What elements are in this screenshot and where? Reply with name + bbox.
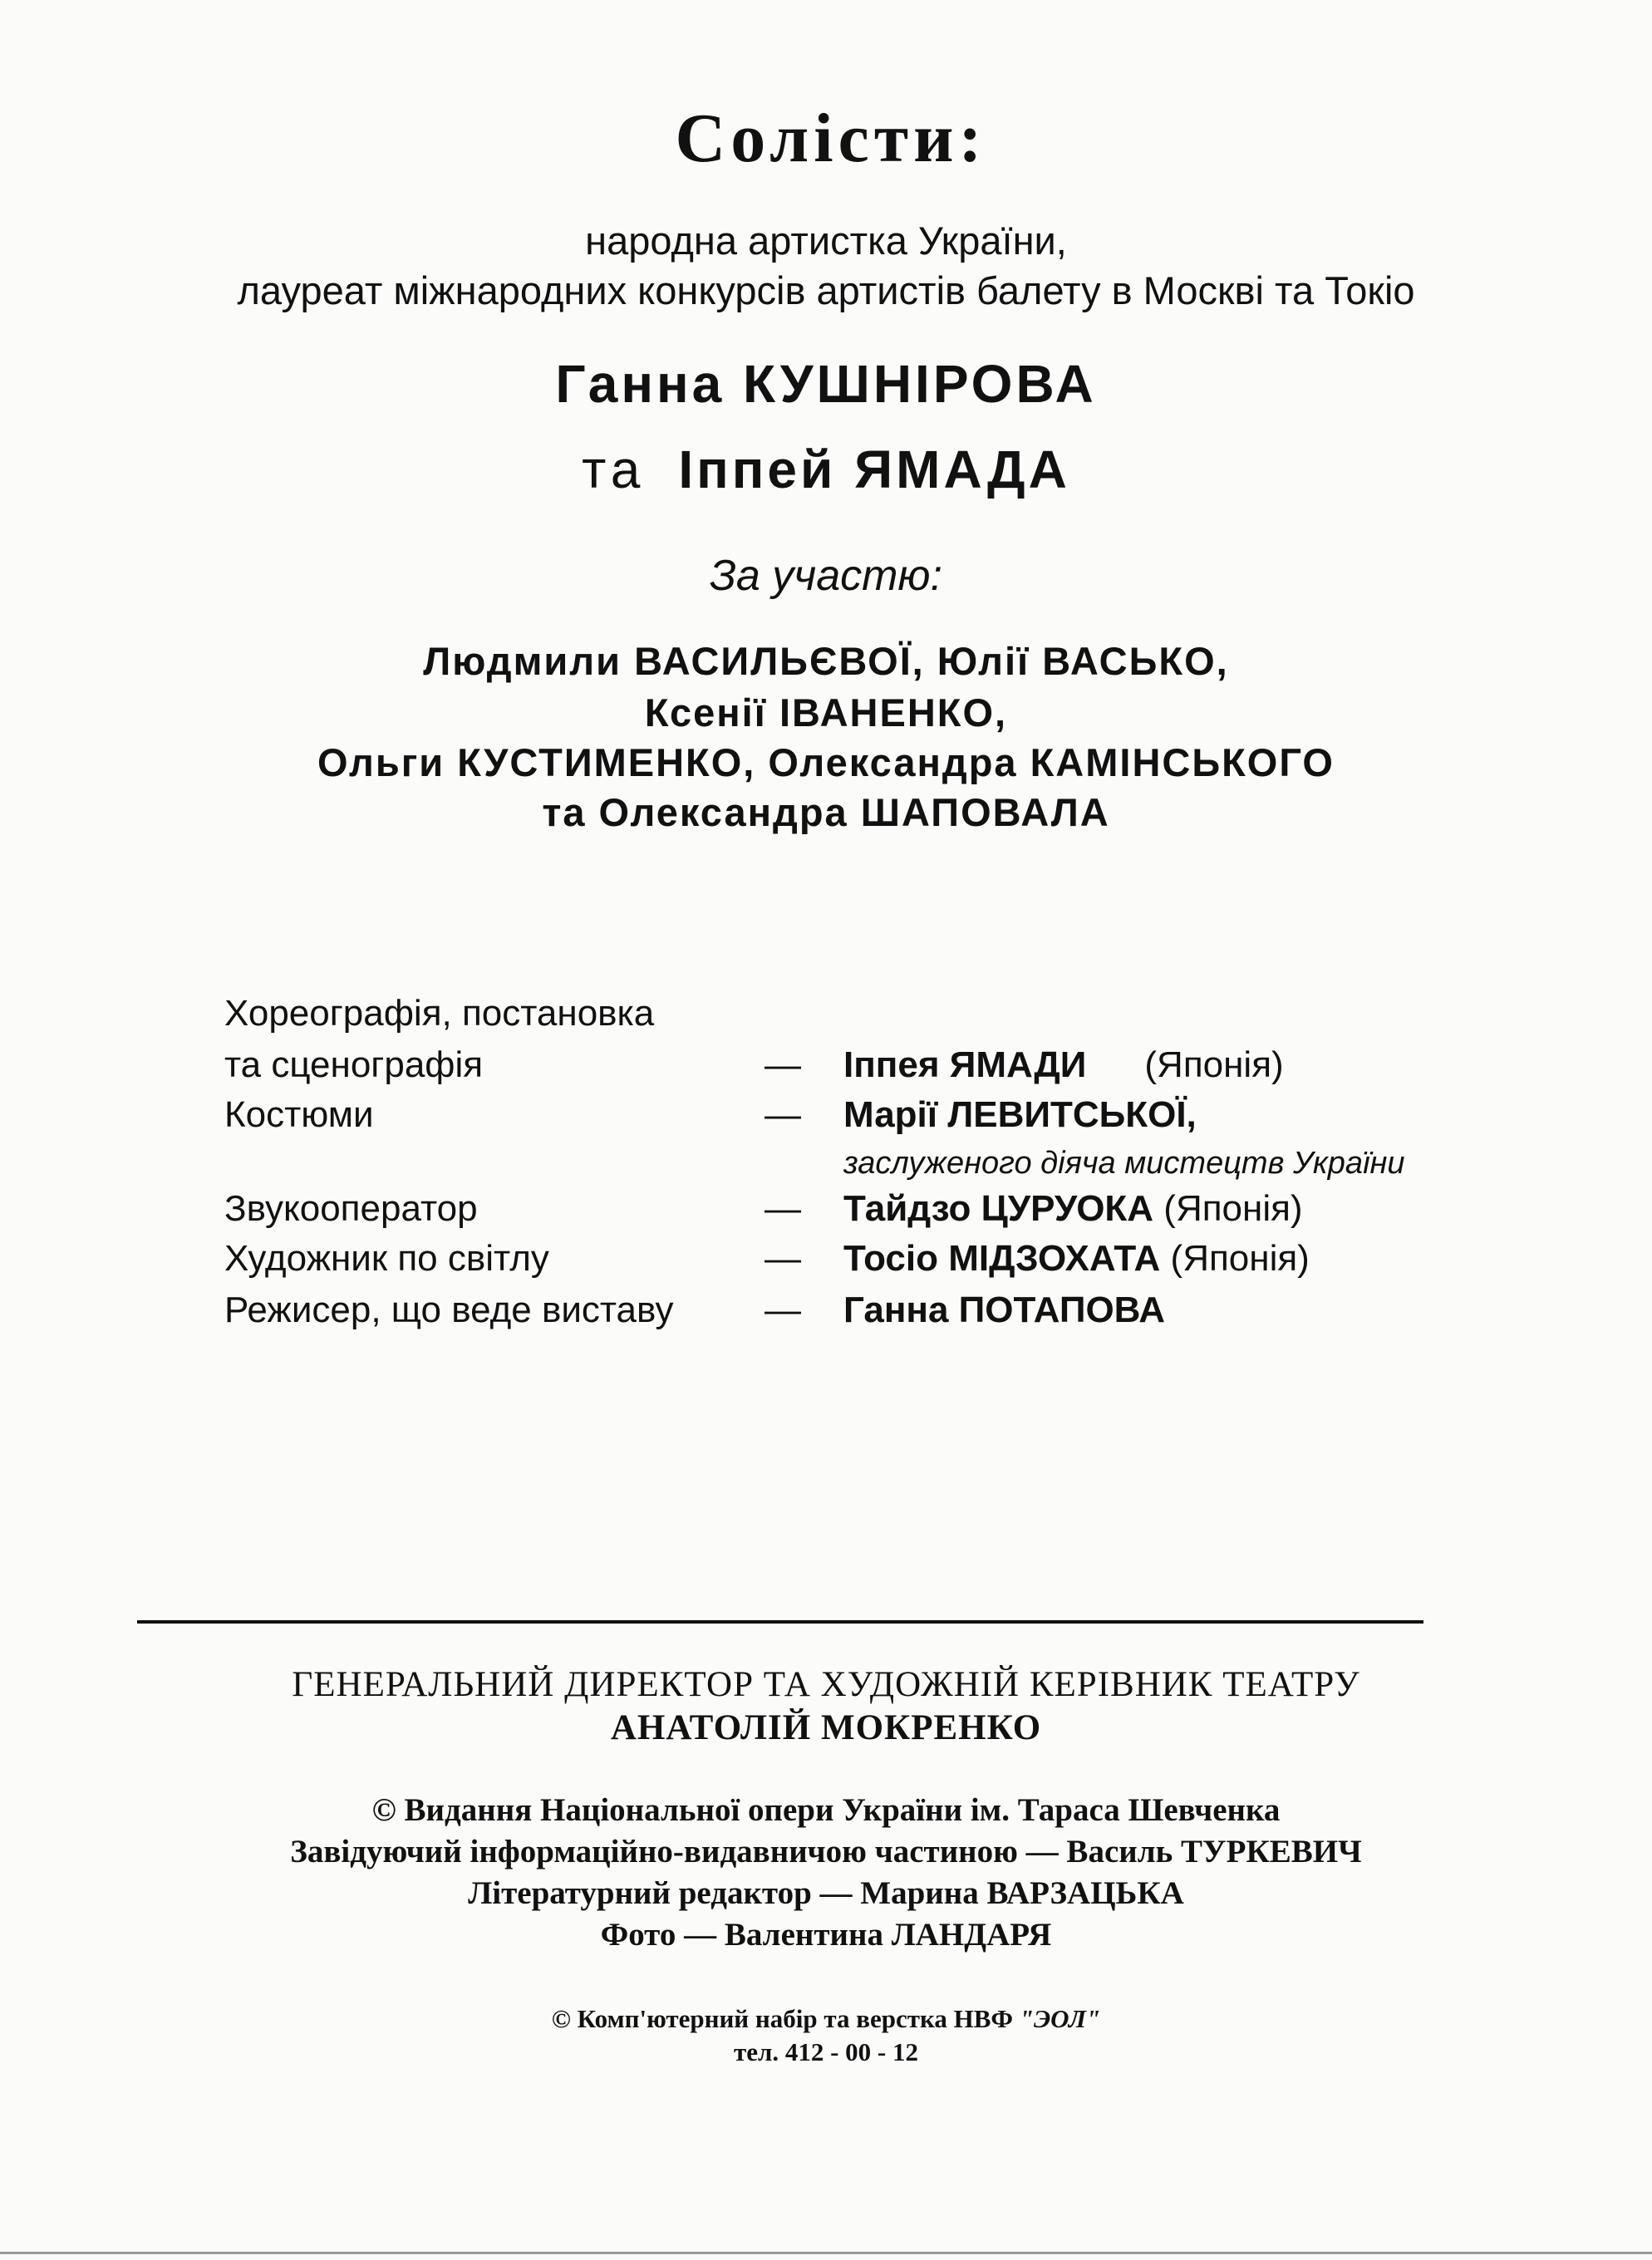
soloist-first: Ганна КУШНІРОВА [555,354,1097,414]
publication-line: Літературний редактор — Марина ВАРЗАЦЬКА [468,1875,1184,1911]
general-director-name: АНАТОЛІЙ МОКРЕНКО [610,1708,1042,1747]
participant-line: Ольги КУСТИМЕНКО, Олександра КАМІНСЬКОГО [317,740,1335,784]
credit-role: Звукооператор [224,1188,478,1229]
credit-person: Тайдзо ЦУРУОКА [843,1188,1154,1229]
credit-role: Режисер, що веде виставу [224,1290,674,1330]
credit-row-choreography [224,1044,1471,1094]
credit-row-lighting [224,1238,1471,1288]
credit-row-sound [224,1188,1471,1238]
soloist-second: Іппей ЯМАДА [678,440,1070,499]
page-title: Солісти: [675,100,987,177]
credit-role: Хореографія, постановка [224,993,655,1034]
page-edge [0,2252,1652,2254]
publication-line: Завідуючий інформаційно-видавничою частиною — Василь ТУРКЕВИЧ [290,1834,1362,1869]
general-director-title: ГЕНЕРАЛЬНИЙ ДИРЕКТОР ТА ХУДОЖНІЙ КЕРІВНИК ТЕАТРУ [292,1665,1360,1704]
participation-label: За участю: [710,552,942,600]
credit-name [843,1188,1303,1230]
typesetting-credit [0,2004,1652,2034]
soloist-award-line: лауреат міжнародних конкурсів артистів балету в Москві та Токіо [237,268,1415,312]
credit-row-stage-director [224,1290,1471,1339]
credit-country: (Японія) [1144,1044,1284,1085]
credit-person: Марії ЛЕВИТСЬКОЇ, [843,1094,1197,1135]
credit-row-costumes [224,1094,1471,1144]
credit-person: Ганна ПОТАПОВА [843,1290,1166,1330]
soloist-second-line [0,439,1652,500]
section-divider [137,1620,1423,1624]
credit-dash: — [765,1188,801,1229]
publication-line: Фото — Валентина ЛАНДАРЯ [600,1917,1052,1953]
credit-dash: — [765,1290,801,1330]
credit-role: Костюми [224,1094,374,1135]
credit-country: (Японія) [1170,1238,1310,1279]
credit-row-choreography-line1 [224,993,1471,1043]
credit-honorific: заслуженого діяча мистецтв України [843,1146,1405,1181]
participant-line: та Олександра ШАПОВАЛА [542,790,1110,834]
credit-name [843,1044,1284,1086]
participant-line: Ксенії ІВАНЕНКО, [644,690,1008,734]
soloist-conjunction: та [582,440,646,499]
participant-line: Людмили ВАСИЛЬЄВОЇ, Юлії ВАСЬКО, [423,639,1229,683]
credit-person: Іппея ЯМАДИ [843,1044,1087,1085]
typesetting-text: © Комп'ютерний набір та верстка НВФ [551,2004,1014,2033]
credit-dash: — [765,1094,801,1135]
publication-line: © Видання Національної опери України ім. Тараса Шевченка [371,1792,1281,1828]
soloist-title-line: народна артистка України, [585,219,1067,263]
credit-country: (Японія) [1163,1188,1303,1229]
credit-name [843,1238,1310,1280]
credit-person: Тосіо МІДЗОХАТА [843,1238,1161,1279]
phone-number: тел. 412 - 00 - 12 [733,2037,919,2066]
credit-role: Художник по світлу [224,1238,549,1279]
credit-dash: — [765,1044,801,1085]
typesetting-firm: "ЭОЛ" [1019,2004,1101,2033]
credit-role: та сценографія [224,1044,484,1085]
credit-dash: — [765,1238,801,1279]
